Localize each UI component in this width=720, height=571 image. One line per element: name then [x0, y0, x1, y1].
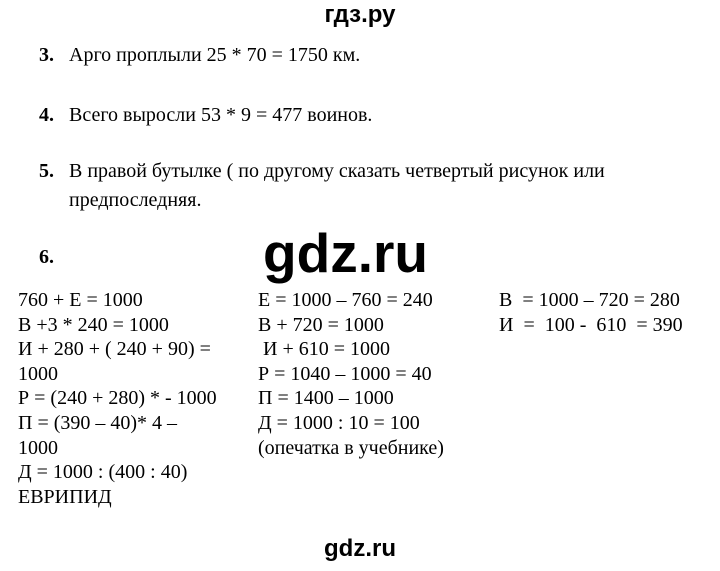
equation-line: В +3 * 240 = 1000 — [18, 313, 169, 336]
task-4-number: 4. — [39, 104, 54, 126]
equations-column-3 — [499, 288, 683, 337]
equation-line: Р = (240 + 280) * - 1000 — [18, 387, 217, 410]
equation-line: 760 + Е = 1000 — [18, 289, 143, 311]
equations-column-2 — [258, 288, 444, 460]
equation-line: Д = 1000 : 10 = 100 — [258, 411, 420, 434]
equation-line: П = 1400 – 1000 — [258, 387, 394, 410]
task-4-text: Всего выросли 53 * 9 = 477 воинов. — [69, 104, 373, 126]
equation-line: 1000 — [18, 362, 58, 385]
watermark-top: гдз.ру — [324, 1, 396, 28]
equation-line: Д = 1000 : (400 : 40) — [18, 461, 188, 484]
equation-line: Р = 1040 – 1000 = 40 — [258, 362, 432, 385]
watermark-middle: gdz.ru — [263, 222, 428, 284]
answer-word: ЕВРИПИД — [18, 485, 112, 508]
equations-column-1 — [18, 288, 217, 509]
note-line: (опечатка в учебнике) — [258, 436, 444, 459]
task-5-number: 5. — [39, 160, 54, 182]
equation-line: Е = 1000 – 760 = 240 — [258, 289, 433, 311]
task-3-number: 3. — [39, 44, 54, 66]
task-3-text: Арго проплыли 25 * 70 = 1750 км. — [69, 44, 361, 66]
task-5 — [39, 157, 689, 215]
task-3 — [39, 41, 689, 70]
equation-line: 1000 — [18, 436, 58, 459]
equation-line: И + 610 = 1000 — [258, 338, 391, 361]
task-5-text: В правой бутылке ( по другому сказать четвертый рисунок или предпоследняя. — [69, 160, 605, 211]
watermark-bottom: gdz.ru — [324, 535, 396, 562]
task-4 — [39, 101, 689, 130]
equation-line: И = 100 - 610 = 390 — [499, 313, 683, 336]
task-6-number: 6. — [39, 246, 54, 268]
task-6 — [39, 243, 69, 272]
equation-line: И + 280 + ( 240 + 90) = — [18, 338, 211, 361]
equation-line: В + 720 = 1000 — [258, 313, 384, 336]
equation-line: П = (390 – 40)* 4 – — [18, 411, 178, 434]
equation-line: В = 1000 – 720 = 280 — [499, 289, 680, 311]
